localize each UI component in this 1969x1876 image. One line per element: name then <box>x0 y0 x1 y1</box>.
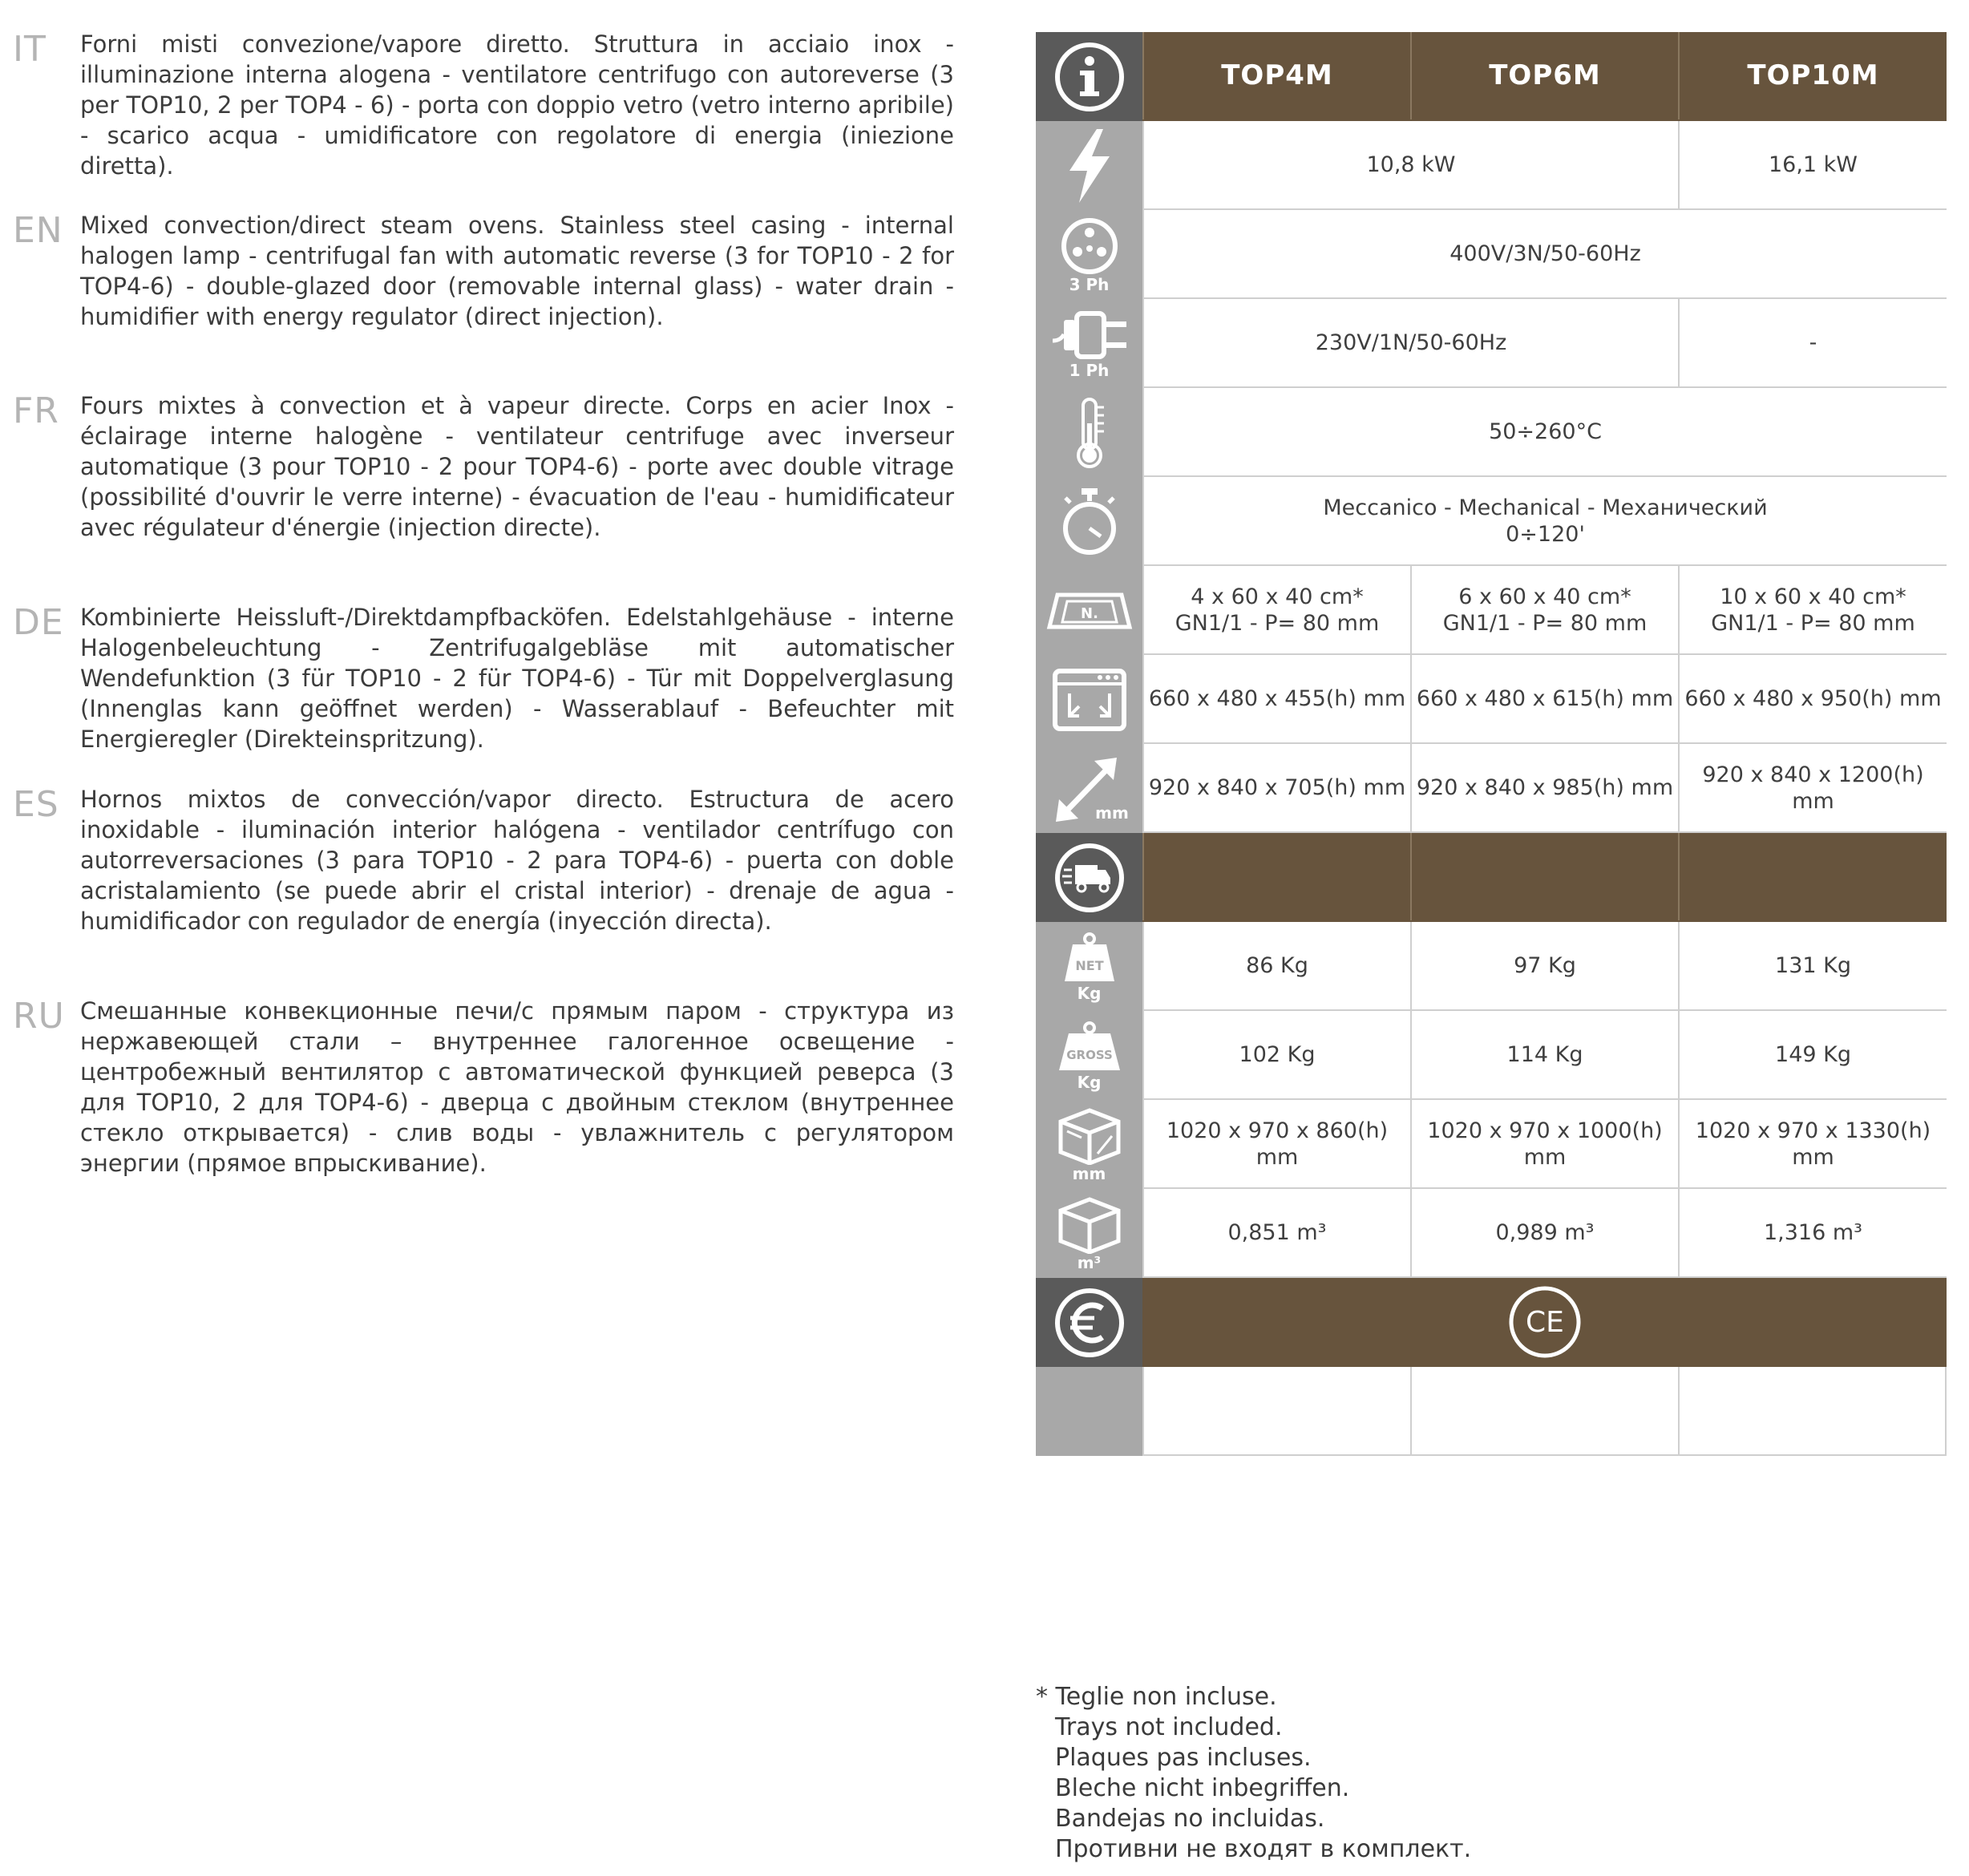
lang-text-fr: Fours mixtes à convection et à vapeur directe. Corps en acier Inox - éclairage interne halogène - ventilateur centrifuge avec inverseur automatique (3 pour TOP10 - 2 pour TOP4-6) - porte avec double vitrage (possibilité d'ouvrir le verre interne) - évacuation de l'eau - humidificateur avec régulateur d'énergie (injection directe). <box>80 392 954 541</box>
internal-dims-row <box>1036 655 1947 744</box>
three-phase-icon-cell <box>1036 210 1142 299</box>
lang-code-it: IT <box>13 29 46 70</box>
trays-top6-line-2: GN1/1 - P= 80 mm <box>1442 610 1648 636</box>
info-icon <box>1053 40 1126 114</box>
lang-text-it: Forni misti convezione/vapore diretto. Struttura in acciaio inox - illuminazione interna alogena - ventilatore centrifugo con autoreverse (3 per TOP10, 2 per TOP4 - 6) - porta con doppio vetro (vetro interno apribile) - scarico acqua - umidificatore con regolatore di energia (iniezione diretta). <box>80 30 954 180</box>
net-weight-top4: 86 Kg <box>1142 922 1410 1009</box>
power-row <box>1036 121 1947 210</box>
single-phase-icon-cell <box>1036 299 1142 388</box>
tray-icon <box>1045 587 1134 635</box>
trays-top4-line-1: 4 x 60 x 40 cm* <box>1191 584 1364 609</box>
lang-text-es: Hornos mixtos de convección/vapor directo. Estructura de acero inoxidable - iluminación interior halógena - ventilador centrífugo con autorreversaciones (3 para TOP10 - 2 para TOP4-6) - puerta con doble acristalamiento (se puede abrir el cristal interior) - drenaje de agua - humidificador con regulador de energía (inyección directa). <box>80 786 954 935</box>
price-row-icon-cell <box>1036 1367 1142 1456</box>
footnote-line-en: Trays not included. <box>1055 1713 1283 1741</box>
lang-code-fr: FR <box>13 390 59 431</box>
package-dims-icon-label: mm <box>1072 1163 1106 1183</box>
package-dims-top4: 1020 x 970 x 860(h) mm <box>1142 1100 1410 1187</box>
net-weight-icon <box>1061 932 1118 984</box>
power-top10: 16,1 kW <box>1678 121 1947 208</box>
ce-mark-cell <box>1142 1278 1947 1365</box>
lang-text-de: Kombinierte Heissluft-/Direktdampfbacköfen. Edelstahlgehäuse - interne Halogenbeleuchtung - Zentrifugalgebläse mit automatischer Wendefunktion (3 für TOP10 - 2 für TOP4-6) - Tür mit Doppelverglasung (Innenglas kann geöffnet werden) - Wasserablauf - Befeuchter mit Energieregler (Direkteinspritzung). <box>80 604 954 753</box>
single-phase-row <box>1036 299 1947 388</box>
gross-weight-top10: 149 Kg <box>1678 1011 1947 1098</box>
plug-icon <box>1049 309 1130 362</box>
power-icon-cell <box>1036 121 1142 210</box>
trays-top6-line-1: 6 x 60 x 40 cm* <box>1458 584 1631 609</box>
package-dims-top6: 1020 x 970 x 1000(h) mm <box>1410 1100 1678 1187</box>
trays-top4-line-2: GN1/1 - P= 80 mm <box>1175 610 1380 636</box>
internal-dims-top10: 660 x 480 x 950(h) mm <box>1678 655 1947 742</box>
lightning-icon <box>1061 127 1118 204</box>
net-weight-icon-cell <box>1036 922 1142 1011</box>
external-dims-icon-label: mm <box>1094 803 1129 823</box>
tray-icon-label: N. <box>1080 604 1098 622</box>
shipping-header-row <box>1036 833 1947 922</box>
price-top6 <box>1410 1367 1678 1454</box>
footnote-line-de: Bleche nicht inbegriffen. <box>1055 1774 1350 1802</box>
three-phase-socket-icon <box>1060 216 1119 276</box>
model-top10m: TOP10M <box>1678 32 1947 119</box>
stopwatch-icon <box>1057 485 1122 559</box>
trays-top4 <box>1142 566 1410 653</box>
euro-icon <box>1053 1286 1126 1360</box>
internal-dims-icon-cell <box>1036 655 1142 744</box>
ce-mark-icon <box>1506 1284 1583 1361</box>
trays-icon-cell <box>1036 566 1142 655</box>
price-icon-cell <box>1036 1278 1142 1367</box>
external-dims-top6: 920 x 840 x 985(h) mm <box>1410 744 1678 831</box>
gross-weight-icon-label: GROSS <box>1065 1047 1113 1062</box>
thermometer-icon <box>1065 394 1114 471</box>
gross-weight-row <box>1036 1011 1947 1100</box>
lang-code-en: EN <box>13 210 63 251</box>
internal-dims-top6: 660 x 480 x 615(h) mm <box>1410 655 1678 742</box>
package-volume-icon-cell <box>1036 1189 1142 1278</box>
net-weight-row <box>1036 922 1947 1011</box>
lang-text-en: Mixed convection/direct steam ovens. Stainless steel casing - internal halogen lamp - centrifugal fan with automatic reverse (3 for TOP10 - 2 for TOP4-6) - double-glazed door (removable internal glass) - water drain - humidifier with energy regulator (direct injection). <box>80 212 954 330</box>
gross-weight-icon-cell <box>1036 1011 1142 1100</box>
trays-top6 <box>1410 566 1678 653</box>
lang-code-de: DE <box>13 602 64 643</box>
package-volume-row <box>1036 1189 1947 1278</box>
gross-weight-top4: 102 Kg <box>1142 1011 1410 1098</box>
external-dims-top10: 920 x 840 x 1200(h) mm <box>1678 744 1947 831</box>
external-dims-row <box>1036 744 1947 833</box>
single-phase-top4-top6: 230V/1N/50-60Hz <box>1142 299 1678 386</box>
price-top10 <box>1678 1367 1947 1454</box>
net-weight-top10: 131 Kg <box>1678 922 1947 1009</box>
footnote-line-ru: Противни не входят в комплект. <box>1055 1835 1472 1863</box>
footnote <box>1036 1682 1471 1865</box>
ce-mark-label: CE <box>1525 1305 1564 1339</box>
single-phase-icon-label: 1 Ph <box>1069 360 1110 380</box>
package-box-icon <box>1056 1107 1123 1165</box>
oven-chamber-icon <box>1052 668 1127 732</box>
volume-box-icon <box>1056 1196 1123 1254</box>
price-header-row <box>1036 1278 1947 1367</box>
trays-top10 <box>1678 566 1947 653</box>
gross-weight-icon-unit: Kg <box>1077 1072 1102 1092</box>
package-dims-top10: 1020 x 970 x 1330(h) mm <box>1678 1100 1947 1187</box>
package-volume-top10: 1,316 m³ <box>1678 1189 1947 1276</box>
timer-value <box>1142 477 1947 564</box>
net-weight-icon-unit: Kg <box>1077 983 1102 1003</box>
package-volume-top4: 0,851 m³ <box>1142 1189 1410 1276</box>
trays-top10-line-2: GN1/1 - P= 80 mm <box>1711 610 1915 636</box>
footnote-line-es: Bandejas no incluidas. <box>1055 1805 1325 1833</box>
model-top4m: TOP4M <box>1142 32 1410 119</box>
internal-dims-top4: 660 x 480 x 455(h) mm <box>1142 655 1410 742</box>
lang-code-es: ES <box>13 784 59 825</box>
header-row <box>1036 32 1947 121</box>
trays-row <box>1036 566 1947 655</box>
shipping-cell-top10 <box>1678 833 1947 920</box>
package-dims-row <box>1036 1100 1947 1189</box>
shipping-cell-top4 <box>1142 833 1410 920</box>
footnote-line-it: * Teglie non incluse. <box>1036 1683 1277 1711</box>
external-dims-icon-cell <box>1036 744 1142 833</box>
timer-line-1: Meccanico - Mechanical - Механический <box>1323 495 1768 520</box>
info-icon-cell <box>1036 32 1142 121</box>
temperature-value: 50÷260°C <box>1142 388 1947 475</box>
lang-code-ru: RU <box>13 996 65 1037</box>
price-top4 <box>1142 1367 1410 1454</box>
trays-top10-line-1: 10 x 60 x 40 cm* <box>1720 584 1906 609</box>
shipping-cell-top6 <box>1410 833 1678 920</box>
footnote-line-fr: Plaques pas incluses. <box>1055 1744 1312 1772</box>
external-dims-top4: 920 x 840 x 705(h) mm <box>1142 744 1410 831</box>
power-top4-top6: 10,8 kW <box>1142 121 1678 208</box>
package-dims-icon-cell <box>1036 1100 1142 1189</box>
diagonal-arrow-icon <box>1049 753 1130 825</box>
net-weight-icon-label: NET <box>1074 957 1104 973</box>
temperature-row <box>1036 388 1947 477</box>
lang-text-ru: Смешанные конвекционные печи/с прямым паром - структура из нержавеющей стали – внутреннее галогенное освещение - центробежный вентилятор с автоматической функцией реверса (3 для TOP10, 2 для TOP4-6) - дверца с двойным стеклом (внутреннее стекло открывается) - слив воды - увлажнитель с регулятором энергии (прямое впрыскивание). <box>80 997 954 1177</box>
net-weight-top6: 97 Kg <box>1410 922 1678 1009</box>
delivery-truck-icon <box>1053 841 1126 915</box>
model-top6m: TOP6M <box>1410 32 1678 119</box>
shipping-icon-cell <box>1036 833 1142 922</box>
gross-weight-top6: 114 Kg <box>1410 1011 1678 1098</box>
three-phase-value: 400V/3N/50-60Hz <box>1142 210 1947 297</box>
timer-line-2: 0÷120' <box>1506 521 1585 547</box>
three-phase-row <box>1036 210 1947 299</box>
package-volume-top6: 0,989 m³ <box>1410 1189 1678 1276</box>
timer-icon-cell <box>1036 477 1142 566</box>
package-volume-icon-label: m³ <box>1077 1252 1102 1272</box>
gross-weight-icon <box>1056 1021 1123 1073</box>
price-row <box>1036 1367 1947 1456</box>
single-phase-top10: - <box>1678 299 1947 386</box>
three-phase-icon-label: 3 Ph <box>1069 274 1110 294</box>
timer-row <box>1036 477 1947 566</box>
temperature-icon-cell <box>1036 388 1142 477</box>
